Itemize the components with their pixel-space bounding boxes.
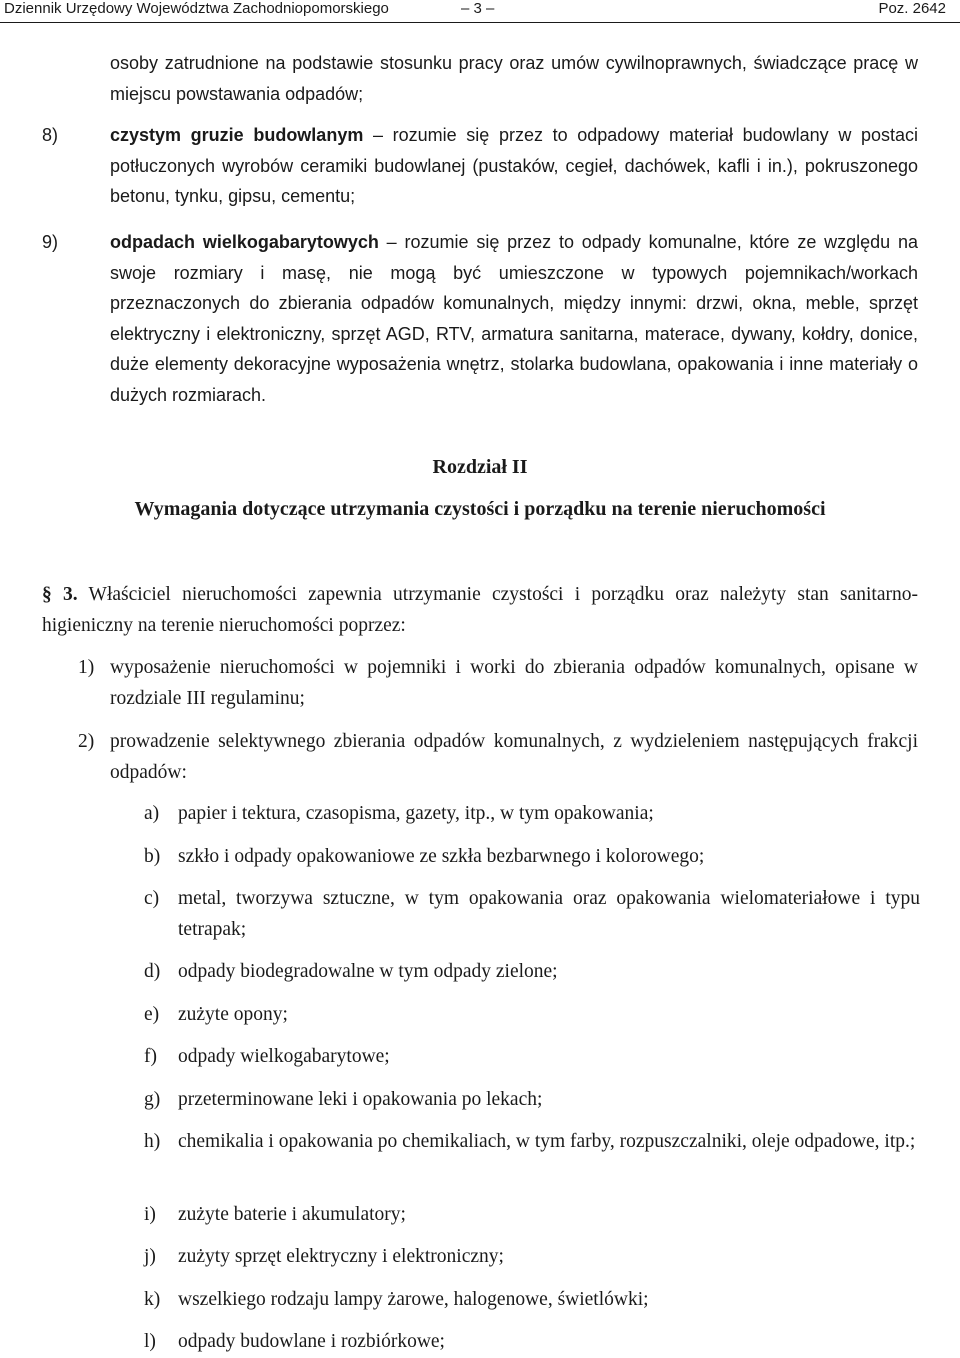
- fraction-f-letter: f): [144, 1046, 157, 1067]
- fraction-i-text: zużyte baterie i akumulatory;: [178, 1204, 406, 1225]
- fraction-k-letter: k): [144, 1289, 161, 1310]
- fraction-d-text: odpady biodegradowalne w tym odpady zielone;: [178, 961, 558, 982]
- point-1-number: 1): [78, 657, 95, 678]
- fraction-h-text: chemikalia i opakowania po chemikaliach, w tym farby, rozpuszczalniki, oleje odpadowe, itp.;: [178, 1131, 916, 1152]
- page-header: [0, 0, 960, 23]
- chapter-title: Wymagania dotyczące utrzymania czystości i porządku na terenie nieruchomości: [134, 498, 826, 520]
- fraction-j-letter: j): [144, 1246, 156, 1267]
- fraction-c-text: metal, tworzywa sztuczne, w tym opakowania oraz opakowania wielomateriałowe i typu tetrapak;: [178, 888, 920, 940]
- fraction-b-letter: b): [144, 846, 161, 867]
- definition-8-number: 8): [42, 125, 59, 145]
- section-3-mark: § 3.: [42, 584, 78, 605]
- fraction-e-text: zużyte opony;: [178, 1004, 288, 1025]
- definition-9-term: odpadach wielkogabarytowych: [110, 232, 379, 252]
- point-2-text: prowadzenie selektywnego zbierania odpadów komunalnych, z wydzieleniem następujących frakcji odpadów:: [110, 731, 918, 783]
- definition-8-text: – rozumie się przez to odpadowy materiał budowlany w postaci potłuczonych wyrobów ceramiki budowlanej (pustaków, cegieł, dachówek, kafli i in.), pokruszonego betonu, tynku, gipsu, cementu;: [110, 125, 918, 206]
- fraction-g-letter: g): [144, 1089, 161, 1110]
- definition-8-term: czystym gruzie budowlanym: [110, 125, 364, 145]
- point-1-text: wyposażenie nieruchomości w pojemniki i worki do zbierania odpadów komunalnych, opisane w rozdziale III regulaminu;: [110, 657, 918, 709]
- fraction-l-text: odpady budowlane i rozbiórkowe;: [178, 1331, 445, 1352]
- position-number: Poz. 2642: [878, 0, 946, 17]
- section-3: [42, 580, 918, 641]
- point-2-number: 2): [78, 731, 95, 752]
- fraction-a-letter: a): [144, 803, 160, 824]
- fraction-d-letter: d): [144, 961, 161, 982]
- fraction-j-text: zużyty sprzęt elektryczny i elektroniczny;: [178, 1246, 504, 1267]
- definition-8: [110, 120, 918, 212]
- fraction-k-text: wszelkiego rodzaju lampy żarowe, halogenowe, świetlówki;: [178, 1289, 649, 1310]
- fraction-f-text: odpady wielkogabarytowe;: [178, 1046, 390, 1067]
- definition-9: [110, 227, 918, 410]
- fraction-g-text: przeterminowane leki i opakowania po lekach;: [178, 1089, 543, 1110]
- fraction-i-letter: i): [144, 1204, 156, 1225]
- chapter-number: Rozdział II: [432, 456, 528, 478]
- intro-paragraph: osoby zatrudnione na podstawie stosunku pracy oraz umów cywilnoprawnych, świadczące pracę w miejscu powstawania odpadów;: [110, 53, 918, 104]
- definition-9-text: – rozumie się przez to odpady komunalne, które ze względu na swoje rozmiary i masę, nie mogą być umieszczone w typowych pojemnikach/workach przeznaczonych do zbierania odpadów komunalnych, między innymi: drzwi, okna, meble, sprzęt elektryczny i elektroniczny, sprzęt AGD, RTV, armatura sanitarna, materace, dywany, kołdry, donice, duże elementy dekoracyjne wyposażenia wnętrz, stolarka budowlana, opakowania i inne materiały o dużych rozmiarach.: [110, 232, 919, 405]
- definition-9-number: 9): [42, 232, 59, 252]
- journal-title: Dziennik Urzędowy Województwa Zachodniopomorskiego: [4, 0, 389, 17]
- fraction-c-letter: c): [144, 888, 160, 909]
- fraction-l-letter: l): [144, 1331, 156, 1352]
- fraction-e-letter: e): [144, 1004, 160, 1025]
- section-3-text: Właściciel nieruchomości zapewnia utrzymanie czystości i porządku oraz należyty stan sanitarno-higieniczny na terenie nieruchomości poprzez:: [42, 584, 918, 636]
- fraction-h-letter: h): [144, 1131, 161, 1152]
- fraction-a-text: papier i tektura, czasopisma, gazety, itp., w tym opakowania;: [178, 803, 654, 824]
- page-number: – 3 –: [461, 0, 495, 17]
- fraction-b-text: szkło i odpady opakowaniowe ze szkła bezbarwnego i kolorowego;: [178, 846, 705, 867]
